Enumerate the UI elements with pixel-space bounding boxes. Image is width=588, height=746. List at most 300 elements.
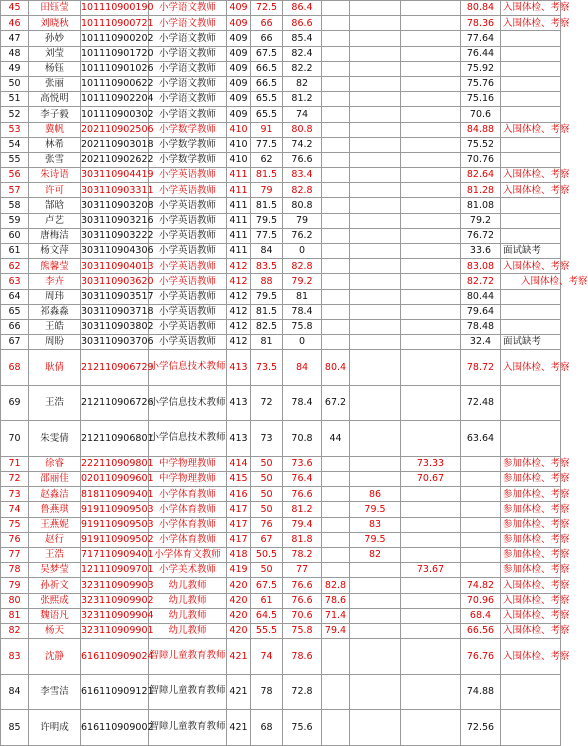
written-score-cell: 74 [251,639,283,675]
interview-score-cell: 76.2 [283,228,322,243]
exam-id-cell: 101110900622 [81,76,149,91]
interview-score-cell: 81.8 [283,532,322,547]
written-score-cell: 66 [251,31,283,46]
written-score-cell: 83.5 [251,259,283,274]
post-cell: 小学数学教师 [149,152,227,167]
sport-score-cell [350,46,401,61]
post-code-cell: 419 [227,563,251,578]
total-score-cell [461,547,501,562]
post-cell: 小学语文教师 [149,31,227,46]
name-cell: 王燕妮 [29,517,81,532]
sport-score-cell [350,16,401,31]
name-cell: 鲁燕琪 [29,502,81,517]
skill-score-cell: 82.8 [322,578,350,593]
written-score-cell: 88 [251,274,283,289]
post-code-cell: 421 [227,639,251,675]
skill-score-cell [322,517,350,532]
skill-score-cell [322,244,350,259]
post-cell: 幼儿教师 [149,608,227,623]
post-cell: 小学英语教师 [149,228,227,243]
interview-score-cell: 83.4 [283,168,322,183]
total-score-cell: 75.16 [461,92,501,107]
skill-score-cell [322,92,350,107]
total-score-cell [461,532,501,547]
table-row [1,674,561,710]
remark-cell: 面试缺考 [501,335,561,350]
skill-score-cell [322,46,350,61]
remark-cell: 面试缺考 [501,244,561,259]
skill-score-cell [322,304,350,319]
interview-score-cell: 76.6 [283,593,322,608]
written-score-cell: 67.5 [251,578,283,593]
remark-cell [501,61,561,76]
post-cell: 小学语文教师 [149,1,227,16]
table-row [1,107,561,122]
skill-score-cell [322,183,350,198]
remark-cell [501,137,561,152]
art-score-cell [401,244,461,259]
table-row [1,61,561,76]
remark-cell: 入围体检、考察 [501,608,561,623]
post-code-cell: 420 [227,608,251,623]
skill-score-cell [322,319,350,334]
name-cell: 高悦明 [29,92,81,107]
interview-score-cell: 80.8 [283,122,322,137]
name-cell: 许明成 [29,710,81,746]
skill-score-cell: 80.4 [322,350,350,386]
exam-id-cell: 919110909502 [81,532,149,547]
name-cell: 孙妙 [29,31,81,46]
interview-score-cell: 70.6 [283,608,322,623]
written-score-cell: 50 [251,456,283,471]
post-cell: 智障儿童教育教师 [149,710,227,746]
table-row [1,350,561,386]
sport-score-cell [350,213,401,228]
interview-score-cell: 77 [283,563,322,578]
interview-score-cell: 74 [283,107,322,122]
written-score-cell: 79.5 [251,213,283,228]
exam-id-cell: 101110901720 [81,46,149,61]
name-cell: 许可 [29,183,81,198]
total-score-cell: 80.44 [461,289,501,304]
interview-score-cell: 76.6 [283,152,322,167]
total-score-cell: 66.56 [461,623,501,638]
art-score-cell: 73.67 [401,563,461,578]
interview-score-cell: 78.6 [283,639,322,675]
interview-score-cell: 81.2 [283,92,322,107]
remark-cell: 参加体检、考察 [501,563,561,578]
table-row [1,421,561,457]
post-cell: 小学美术教师 [149,563,227,578]
interview-score-cell: 74.2 [283,137,322,152]
post-code-cell: 412 [227,304,251,319]
post-code-cell: 409 [227,61,251,76]
art-score-cell [401,517,461,532]
art-score-cell [401,137,461,152]
name-cell: 郜晗 [29,198,81,213]
skill-score-cell [322,213,350,228]
interview-score-cell: 78.4 [283,385,322,421]
total-score-cell: 74.88 [461,674,501,710]
post-code-cell: 409 [227,16,251,31]
table-row [1,168,561,183]
seq-no-cell: 78 [1,563,29,578]
seq-no-cell: 58 [1,198,29,213]
name-cell: 孙祈文 [29,578,81,593]
table-row [1,198,561,213]
art-score-cell [401,31,461,46]
seq-no-cell: 67 [1,335,29,350]
written-score-cell: 73.5 [251,350,283,386]
exam-id-cell: 121110909701 [81,563,149,578]
table-row [1,259,561,274]
seq-no-cell: 65 [1,304,29,319]
name-cell: 王皓 [29,319,81,334]
post-code-cell: 420 [227,593,251,608]
post-code-cell: 412 [227,335,251,350]
art-score-cell [401,502,461,517]
seq-no-cell: 48 [1,46,29,61]
post-cell: 小学英语教师 [149,274,227,289]
interview-score-cell: 86.4 [283,1,322,16]
exam-id-cell: 303110904013 [81,259,149,274]
art-score-cell [401,61,461,76]
written-score-cell: 72.5 [251,1,283,16]
seq-no-cell: 51 [1,92,29,107]
post-code-cell: 412 [227,319,251,334]
exam-id-cell: 303110904306 [81,244,149,259]
seq-no-cell: 71 [1,456,29,471]
sport-score-cell: 86 [350,487,401,502]
name-cell: 李雪洁 [29,674,81,710]
name-cell: 王浩 [29,385,81,421]
art-score-cell [401,16,461,31]
name-cell: 沈静 [29,639,81,675]
skill-score-cell [322,168,350,183]
name-cell: 王浩 [29,547,81,562]
seq-no-cell: 73 [1,487,29,502]
table-row [1,183,561,198]
post-cell: 小学体育教师 [149,487,227,502]
art-score-cell [401,289,461,304]
total-score-cell [461,487,501,502]
seq-no-cell: 52 [1,107,29,122]
seq-no-cell: 54 [1,137,29,152]
remark-cell [501,76,561,91]
post-code-cell: 411 [227,244,251,259]
sport-score-cell [350,608,401,623]
total-score-cell: 82.64 [461,168,501,183]
name-cell: 耿倩 [29,350,81,386]
written-score-cell: 66 [251,16,283,31]
art-score-cell: 73.33 [401,456,461,471]
exam-id-cell: 818110909401 [81,487,149,502]
exam-id-cell: 303110903802 [81,319,149,334]
sport-score-cell [350,578,401,593]
exam-id-cell: 323110909903 [81,578,149,593]
post-cell: 小学英语教师 [149,304,227,319]
seq-no-cell: 69 [1,385,29,421]
skill-score-cell [322,107,350,122]
post-cell: 小学语文教师 [149,16,227,31]
sport-score-cell [350,198,401,213]
skill-score-cell [322,31,350,46]
post-cell: 智障儿童教育教师 [149,639,227,675]
table-row [1,547,561,562]
exam-id-cell: 202110902622 [81,152,149,167]
name-cell: 赵淼洁 [29,487,81,502]
table-row [1,213,561,228]
interview-score-cell: 81.2 [283,502,322,517]
exam-id-cell: 212110906801 [81,421,149,457]
interview-score-cell: 0 [283,335,322,350]
post-cell: 小学语文教师 [149,61,227,76]
name-cell: 张雪 [29,152,81,167]
post-code-cell: 409 [227,76,251,91]
table-body [1,1,588,746]
post-code-cell: 412 [227,259,251,274]
written-score-cell: 67 [251,532,283,547]
skill-score-cell [322,563,350,578]
seq-no-cell: 59 [1,213,29,228]
table-row [1,274,561,289]
remark-cell: 入围体检、考察 [501,578,561,593]
art-score-cell [401,487,461,502]
sport-score-cell [350,593,401,608]
interview-score-cell: 79 [283,213,322,228]
post-code-cell: 411 [227,168,251,183]
remark-cell [501,319,561,334]
post-code-cell: 417 [227,502,251,517]
art-score-cell [401,259,461,274]
post-cell: 小学体育教师 [149,532,227,547]
table-row [1,152,561,167]
exam-id-cell: 323110909902 [81,593,149,608]
sport-score-cell [350,76,401,91]
post-cell: 小学体育教师 [149,517,227,532]
post-code-cell: 413 [227,385,251,421]
remark-cell: 入围体检、考察 [501,122,561,137]
art-score-cell [401,639,461,675]
name-cell: 张熙成 [29,593,81,608]
total-score-cell [461,502,501,517]
total-score-cell: 80.84 [461,1,501,16]
written-score-cell: 66.5 [251,76,283,91]
skill-score-cell [322,198,350,213]
exam-id-cell: 202110903018 [81,137,149,152]
post-code-cell: 410 [227,152,251,167]
exam-id-cell: 212110906726 [81,385,149,421]
written-score-cell: 67.5 [251,46,283,61]
post-cell: 小学语文教师 [149,46,227,61]
table-row [1,244,561,259]
sport-score-cell [350,421,401,457]
skill-score-cell [322,228,350,243]
table-row [1,228,561,243]
sport-score-cell: 79.5 [350,502,401,517]
sport-score-cell [350,304,401,319]
remark-cell [501,421,561,457]
written-score-cell: 77.5 [251,137,283,152]
remark-cell [501,304,561,319]
exam-id-cell: 101110902204 [81,92,149,107]
post-cell: 小学数学教师 [149,122,227,137]
total-score-cell: 75.52 [461,137,501,152]
seq-no-cell: 74 [1,502,29,517]
art-score-cell [401,304,461,319]
interview-score-cell: 80.8 [283,198,322,213]
art-score-cell [401,183,461,198]
total-score-cell: 75.76 [461,76,501,91]
skill-score-cell [322,61,350,76]
remark-cell: 入围体检、考察 [501,639,561,675]
post-cell: 小学英语教师 [149,213,227,228]
remark-cell [501,213,561,228]
exam-id-cell: 222110909801 [81,456,149,471]
post-code-cell: 410 [227,137,251,152]
table-row [1,608,561,623]
skill-score-cell [322,16,350,31]
written-score-cell: 68 [251,710,283,746]
post-code-cell: 415 [227,472,251,487]
table-row [1,710,561,746]
post-code-cell: 411 [227,198,251,213]
total-score-cell: 81.08 [461,198,501,213]
table-row [1,304,561,319]
post-code-cell: 417 [227,517,251,532]
remark-cell: 参加体检、考察 [501,456,561,471]
written-score-cell: 50 [251,502,283,517]
name-cell: 刘晓秋 [29,16,81,31]
sport-score-cell [350,152,401,167]
skill-score-cell [322,152,350,167]
sport-score-cell [350,259,401,274]
written-score-cell: 81 [251,335,283,350]
written-score-cell: 50 [251,563,283,578]
seq-no-cell: 62 [1,259,29,274]
remark-cell: 参加体检、考察 [501,547,561,562]
post-code-cell: 417 [227,532,251,547]
post-code-cell: 412 [227,274,251,289]
art-score-cell [401,710,461,746]
sport-score-cell [350,92,401,107]
exam-id-cell: 919110909503 [81,517,149,532]
post-cell: 智障儿童教育教师 [149,674,227,710]
remark-cell: 参加体检、考察 [501,502,561,517]
exam-id-cell: 101110900302 [81,107,149,122]
written-score-cell: 79.5 [251,289,283,304]
total-score-cell: 76.76 [461,639,501,675]
post-cell: 小学语文教师 [149,92,227,107]
seq-no-cell: 55 [1,152,29,167]
post-code-cell: 421 [227,710,251,746]
remark-cell: 参加体检、考察 [501,487,561,502]
written-score-cell: 77.5 [251,228,283,243]
seq-no-cell: 60 [1,228,29,243]
exam-id-cell: 020110909601 [81,472,149,487]
seq-no-cell: 61 [1,244,29,259]
post-code-cell: 414 [227,456,251,471]
sport-score-cell [350,107,401,122]
sport-score-cell [350,228,401,243]
name-cell: 徐睿 [29,456,81,471]
interview-score-cell: 82.4 [283,46,322,61]
exam-id-cell: 303110904419 [81,168,149,183]
post-code-cell: 420 [227,623,251,638]
name-cell: 祁淼淼 [29,304,81,319]
table-row [1,487,561,502]
skill-score-cell: 71.4 [322,608,350,623]
written-score-cell: 61 [251,593,283,608]
post-cell: 小学英语教师 [149,198,227,213]
remark-cell [501,228,561,243]
interview-score-cell: 72.8 [283,674,322,710]
sport-score-cell [350,183,401,198]
total-score-cell [461,456,501,471]
sport-score-cell [350,31,401,46]
post-cell: 小学英语教师 [149,259,227,274]
sport-score-cell [350,350,401,386]
interview-score-cell: 85.4 [283,31,322,46]
sport-score-cell: 83 [350,517,401,532]
exam-id-cell: 323110909904 [81,608,149,623]
interview-score-cell: 76.6 [283,578,322,593]
name-cell: 周盼 [29,335,81,350]
art-score-cell [401,228,461,243]
art-score-cell [401,92,461,107]
exam-id-cell: 303110903620 [81,274,149,289]
table-row [1,335,561,350]
exam-id-cell: 101110901026 [81,61,149,76]
remark-cell: 入围体检、考察 [501,274,561,289]
post-code-cell: 411 [227,213,251,228]
written-score-cell: 55.5 [251,623,283,638]
total-score-cell: 75.92 [461,61,501,76]
post-cell: 中学物理教师 [149,456,227,471]
post-code-cell: 409 [227,31,251,46]
exam-id-cell: 101110900721 [81,16,149,31]
post-code-cell: 409 [227,1,251,16]
name-cell: 朱诗语 [29,168,81,183]
seq-no-cell: 72 [1,472,29,487]
total-score-cell [461,563,501,578]
name-cell: 刘莹 [29,46,81,61]
interview-score-cell: 82 [283,76,322,91]
written-score-cell: 64.5 [251,608,283,623]
exam-id-cell: 202110902506 [81,122,149,137]
sport-score-cell [350,563,401,578]
exam-id-cell: 101110900202 [81,31,149,46]
skill-score-cell [322,259,350,274]
skill-score-cell [322,532,350,547]
exam-id-cell: 616110909002 [81,710,149,746]
post-code-cell: 413 [227,350,251,386]
post-cell: 小学英语教师 [149,244,227,259]
skill-score-cell: 79.4 [322,623,350,638]
seq-no-cell: 75 [1,517,29,532]
skill-score-cell [322,122,350,137]
post-code-cell: 409 [227,46,251,61]
table-row [1,122,561,137]
name-cell: 卢艺 [29,213,81,228]
exam-id-cell: 303110903311 [81,183,149,198]
skill-score-cell [322,710,350,746]
table-row [1,137,561,152]
total-score-cell: 68.4 [461,608,501,623]
sport-score-cell [350,1,401,16]
art-score-cell [401,674,461,710]
post-code-cell: 411 [227,183,251,198]
